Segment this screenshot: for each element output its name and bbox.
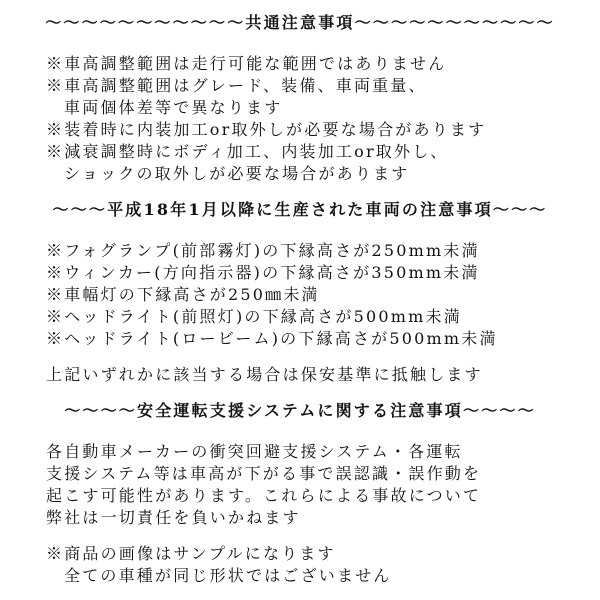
- notice-line: ※ウィンカー(方向指示器)の下縁高さが350mm未満: [46, 263, 480, 282]
- paragraph: [0, 240, 600, 350]
- notice-line: ※フォグランプ(前部霧灯)の下縁高さが250mm未満: [46, 241, 480, 260]
- section: [0, 199, 600, 386]
- notice-line: ※車幅灯の下縁高さが250㎜未満: [46, 285, 320, 304]
- notice-line: 起こす可能性があります。これらによる事故について: [46, 486, 482, 505]
- notice-line: ショックの取外しが必要な場合があります: [64, 164, 410, 183]
- notice-line: 上記いずれかに該当する場合は保安基準に抵触します: [46, 365, 483, 384]
- notice-line: 車両個体差等で異なります: [64, 98, 283, 117]
- section: [0, 400, 600, 587]
- notice-line: 各自動車メーカーの衝突回避支援システム・各運転: [46, 442, 463, 461]
- notice-line: ※装着時に内装加工or取外しが必要な場合があります: [46, 120, 487, 139]
- notice-line: 支援システム等は車高が下がる事で誤認識・誤作動を: [46, 464, 482, 483]
- section-header: ～～～～安全運転支援システムに関する注意事項～～～～: [64, 401, 536, 420]
- section-header: ～～～平成18年1月以降に生産された車両の注意事項～～～: [52, 200, 548, 219]
- paragraph: [0, 53, 600, 185]
- notice-line: ※減衰調整時にボディ加工、内装加工or取外し、: [46, 142, 449, 161]
- notice-line: ※ヘッドライト(ロービーム)の下縁高さが500mm未満: [46, 329, 498, 348]
- notice-line: 全ての車種が同じ形状ではございません: [64, 566, 392, 585]
- notice-line: ※商品の画像はサンプルになります: [46, 544, 336, 563]
- paragraph: [0, 364, 600, 386]
- notice-line: ※車高調整範囲はグレード、装備、車両重量、: [46, 76, 427, 95]
- notice-line: ※車高調整範囲は走行可能な範囲ではありません: [46, 54, 447, 73]
- section-header: ～～～～～～～～～～～共通注意事項～～～～～～～～～～～: [45, 13, 555, 32]
- paragraph: [0, 441, 600, 529]
- notice-line: ※ヘッドライト(前照灯)の下縁高さが500mm未満: [46, 307, 462, 326]
- notice-line: 弊社は一切責任を負いかねます: [46, 508, 301, 527]
- paragraph: [0, 543, 600, 587]
- section: [0, 12, 600, 185]
